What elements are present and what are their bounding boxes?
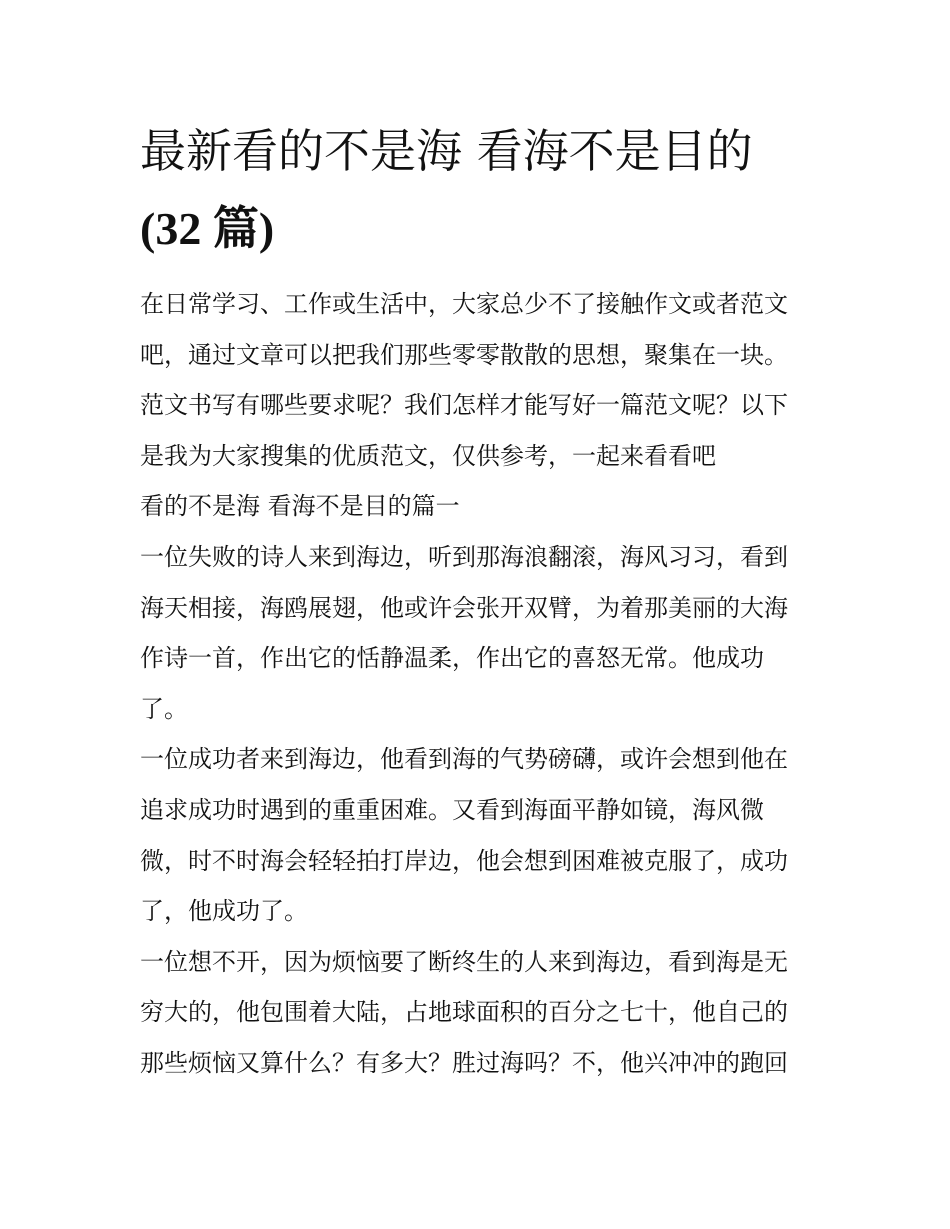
text-line: 了。 bbox=[140, 694, 188, 723]
text-line: 范文书写有哪些要求呢？我们怎样才能写好一篇范文呢？以下 bbox=[140, 391, 788, 420]
text-line: 海天相接，海鸥展翅，他或许会张开双臂，为着那美丽的大海 bbox=[140, 593, 788, 622]
text-line: 一位成功者来到海边，他看到海的气势磅礴，或许会想到他在 bbox=[140, 745, 788, 774]
text-line: 一位失败的诗人来到海边，听到那海浪翻滚，海风习习，看到 bbox=[140, 542, 788, 571]
text-line: 作诗一首，作出它的恬静温柔，作出它的喜怒无常。他成功 bbox=[140, 644, 764, 673]
text-line: 追求成功时遇到的重重困难。又看到海面平静如镜，海风微 bbox=[140, 795, 764, 824]
section-heading: 看的不是海 看海不是目的篇一 bbox=[140, 492, 460, 521]
text-line: 那些烦恼又算什么？有多大？胜过海吗？不，他兴冲冲的跑回 bbox=[140, 1048, 788, 1077]
page-title bbox=[140, 112, 820, 268]
text-line: 是我为大家搜集的优质范文，仅供参考，一起来看看吧 bbox=[140, 441, 716, 470]
title-line-2: (32 篇) bbox=[140, 203, 275, 254]
document-body bbox=[140, 279, 830, 1089]
text-line: 一位想不开，因为烦恼要了断终生的人来到海边，看到海是无 bbox=[140, 947, 788, 976]
text-line: 吧，通过文章可以把我们那些零零散散的思想，聚集在一块。 bbox=[140, 340, 788, 369]
text-line: 微，时不时海会轻轻拍打岸边，他会想到困难被克服了，成功 bbox=[140, 846, 788, 875]
text-line: 了，他成功了。 bbox=[140, 897, 308, 926]
text-line: 穷大的，他包围着大陆，占地球面积的百分之七十，他自己的 bbox=[140, 998, 788, 1027]
text-line: 在日常学习、工作或生活中，大家总少不了接触作文或者范文 bbox=[140, 290, 788, 318]
title-line-1: 最新看的不是海 看海不是目的 bbox=[140, 124, 753, 178]
